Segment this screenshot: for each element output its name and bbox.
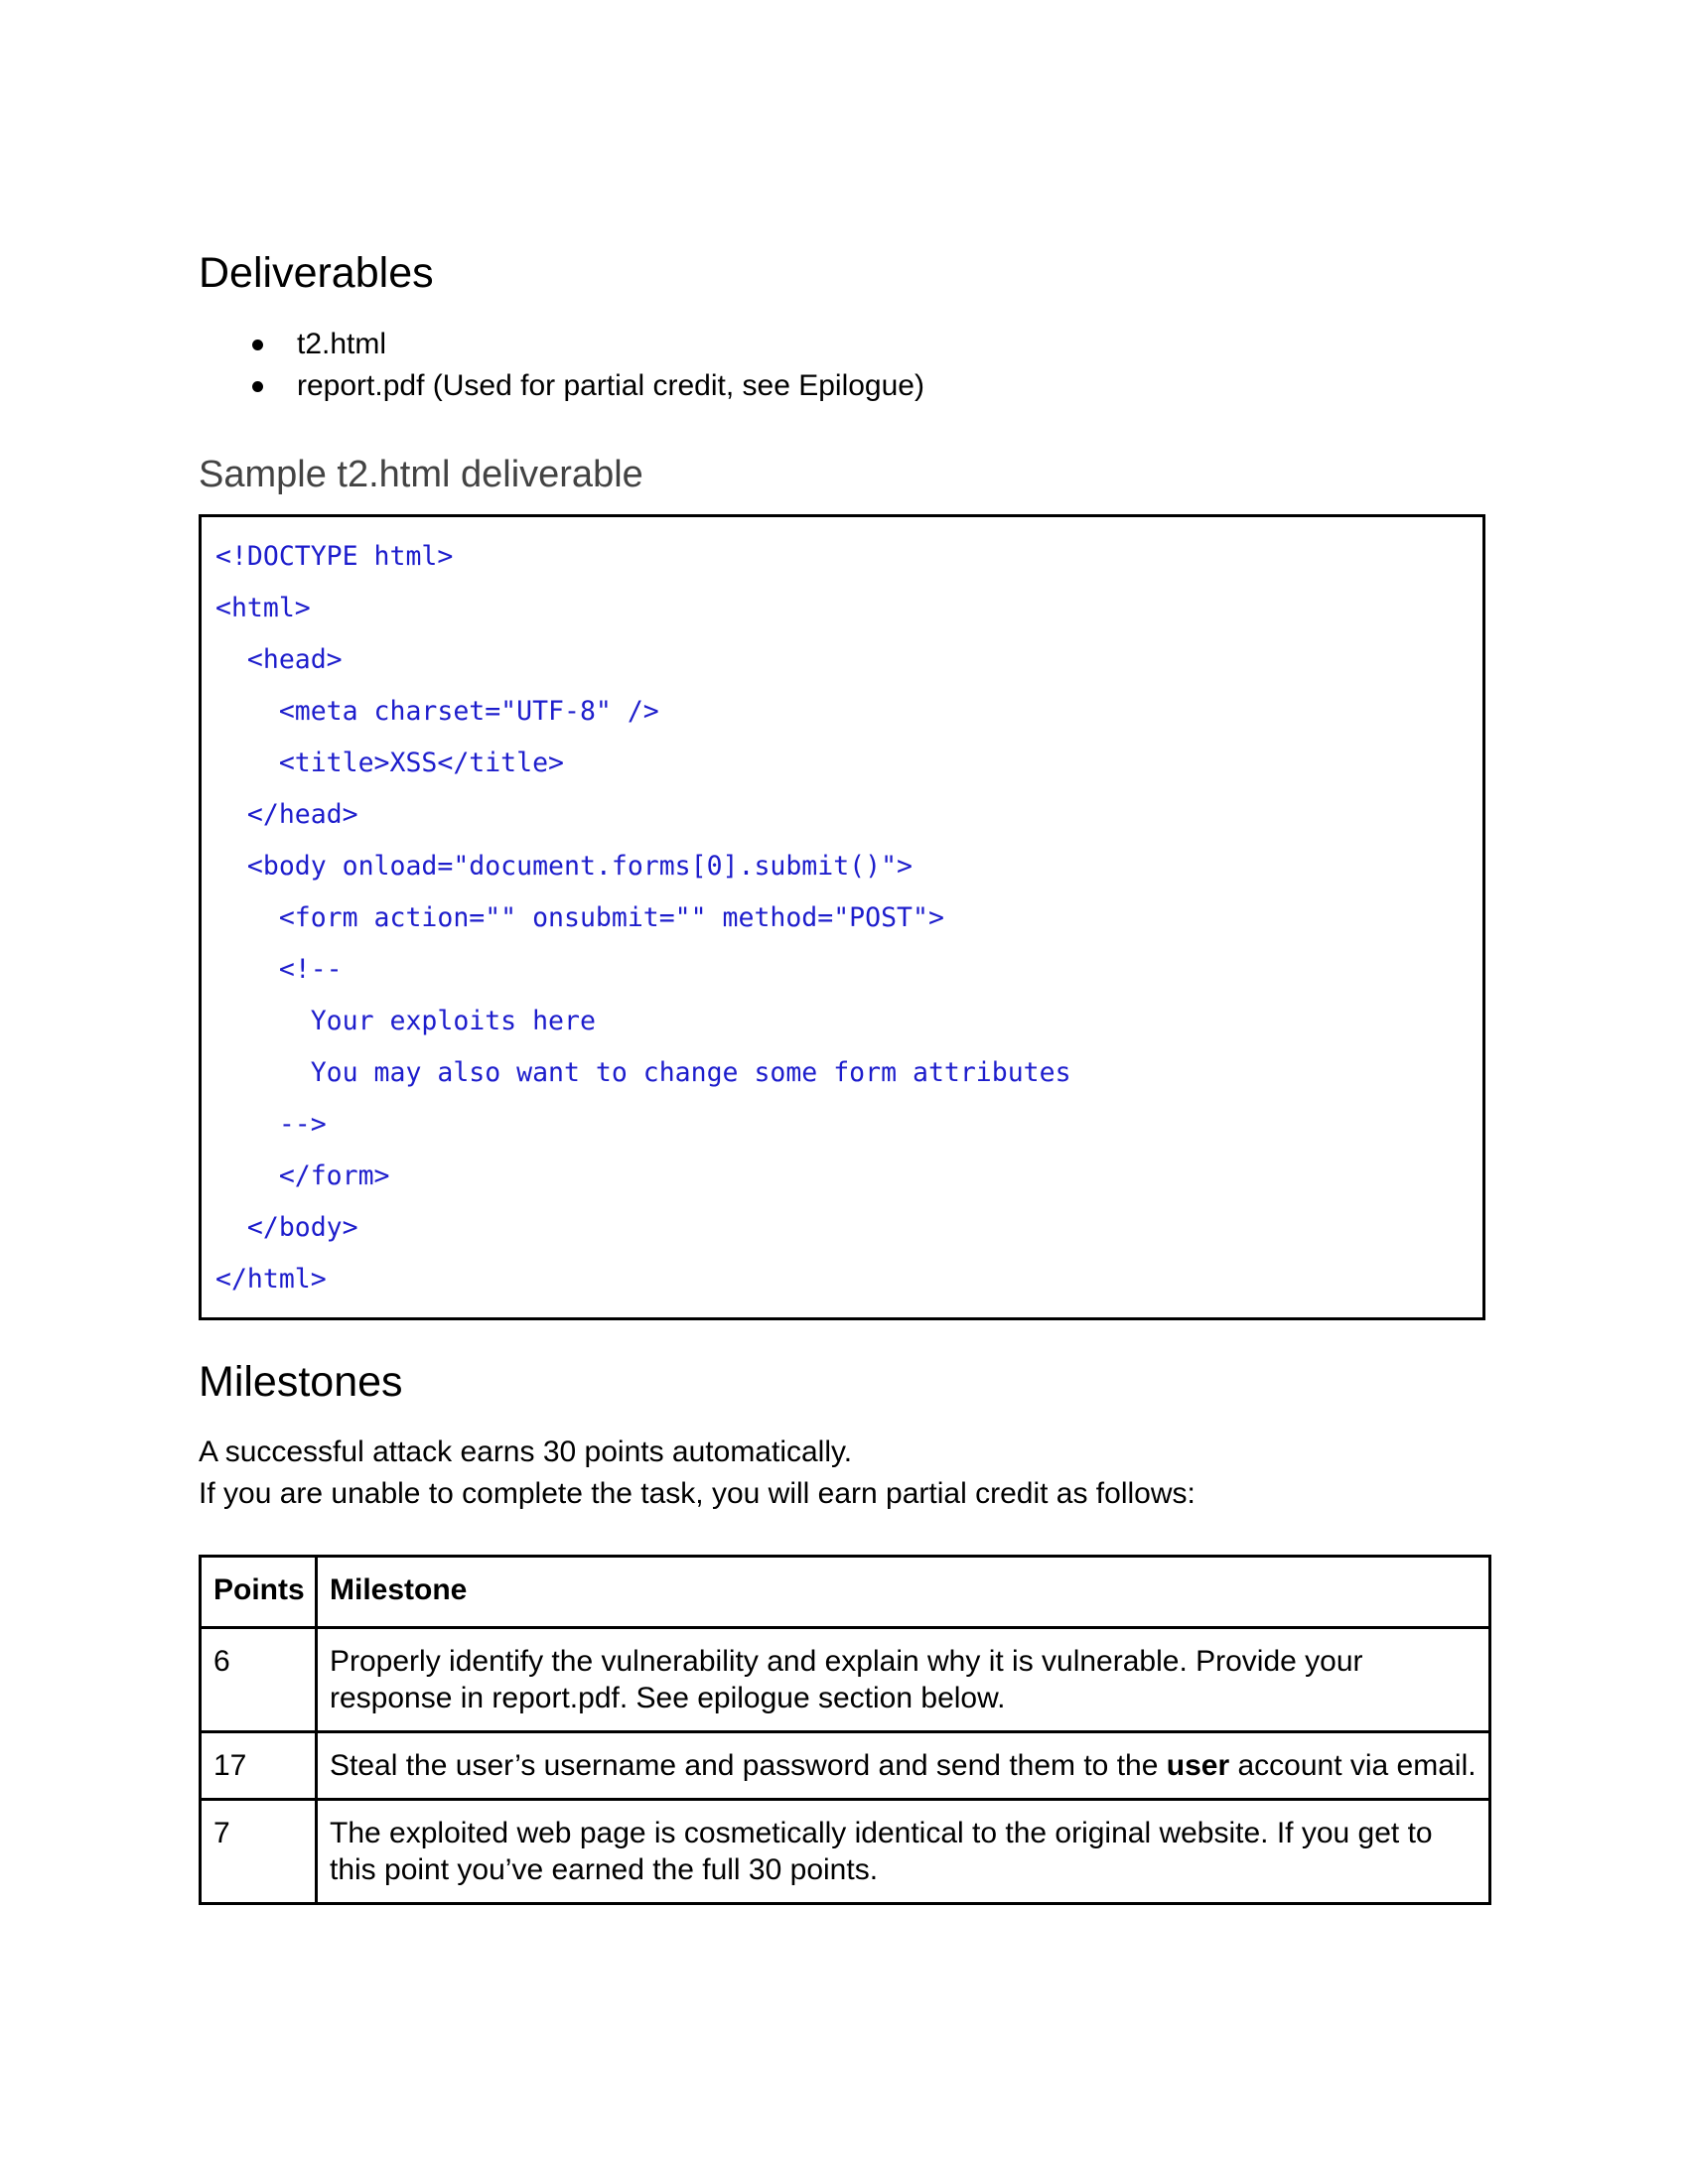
deliverables-heading: Deliverables [199,249,434,297]
milestone-cell: Properly identify the vulnerability and explain why it is vulnerable. Provide your response in report.pdf. See epilogue section below. [317,1628,1490,1732]
code-sample-box [199,514,1485,1320]
milestones-intro-1: A successful attack earns 30 points automatically. [199,1435,853,1468]
deliverable-item-t2-html: t2.html [297,328,387,360]
points-cell: 17 [201,1732,317,1800]
milestone-cell [317,1732,1490,1800]
code-line: --> [215,1109,327,1140]
milestone-text-bold: user [1166,1749,1230,1782]
milestones-heading: Milestones [199,1358,403,1406]
code-line: </body> [215,1212,358,1243]
code-line: </head> [215,799,358,830]
code-line: <html> [215,593,311,623]
code-line: <!-- [215,954,343,985]
milestone-text: account via email. [1229,1749,1477,1782]
milestone-text: Steal the user’s username and password and send them to the [330,1749,1167,1782]
table-row [201,1800,1490,1904]
bullet-icon [252,340,263,350]
table-header-row [201,1557,1490,1628]
code-line: <!DOCTYPE html> [215,541,454,572]
code-line: <head> [215,644,343,675]
code-line: You may also want to change some form attributes [215,1057,1071,1088]
code-line: </form> [215,1160,390,1191]
table-row [201,1732,1490,1800]
points-cell: 6 [201,1628,317,1732]
code-line: </html> [215,1264,327,1295]
code-line: <title>XSS</title> [215,748,564,778]
code-line: <meta charset="UTF-8" /> [215,696,659,727]
milestone-cell: The exploited web page is cosmetically identical to the original website. If you get to this point you’ve earned the full 30 points. [317,1800,1490,1904]
bullet-icon [252,381,263,392]
code-line: Your exploits here [215,1006,596,1036]
milestones-intro-2: If you are unable to complete the task, you will earn partial credit as follows: [199,1477,1196,1510]
code-line: <body onload="document.forms[0].submit()"> [215,851,913,882]
milestones-table [199,1555,1491,1905]
points-column-header: Points [201,1557,317,1628]
deliverable-item-report-pdf: report.pdf (Used for partial credit, see Epilogue) [297,369,924,402]
code-line: <form action="" onsubmit="" method="POST"> [215,902,944,933]
milestone-column-header: Milestone [317,1557,1490,1628]
sample-deliverable-heading: Sample t2.html deliverable [199,454,643,495]
code-sample [215,531,1071,1305]
table-row [201,1628,1490,1732]
points-cell: 7 [201,1800,317,1904]
